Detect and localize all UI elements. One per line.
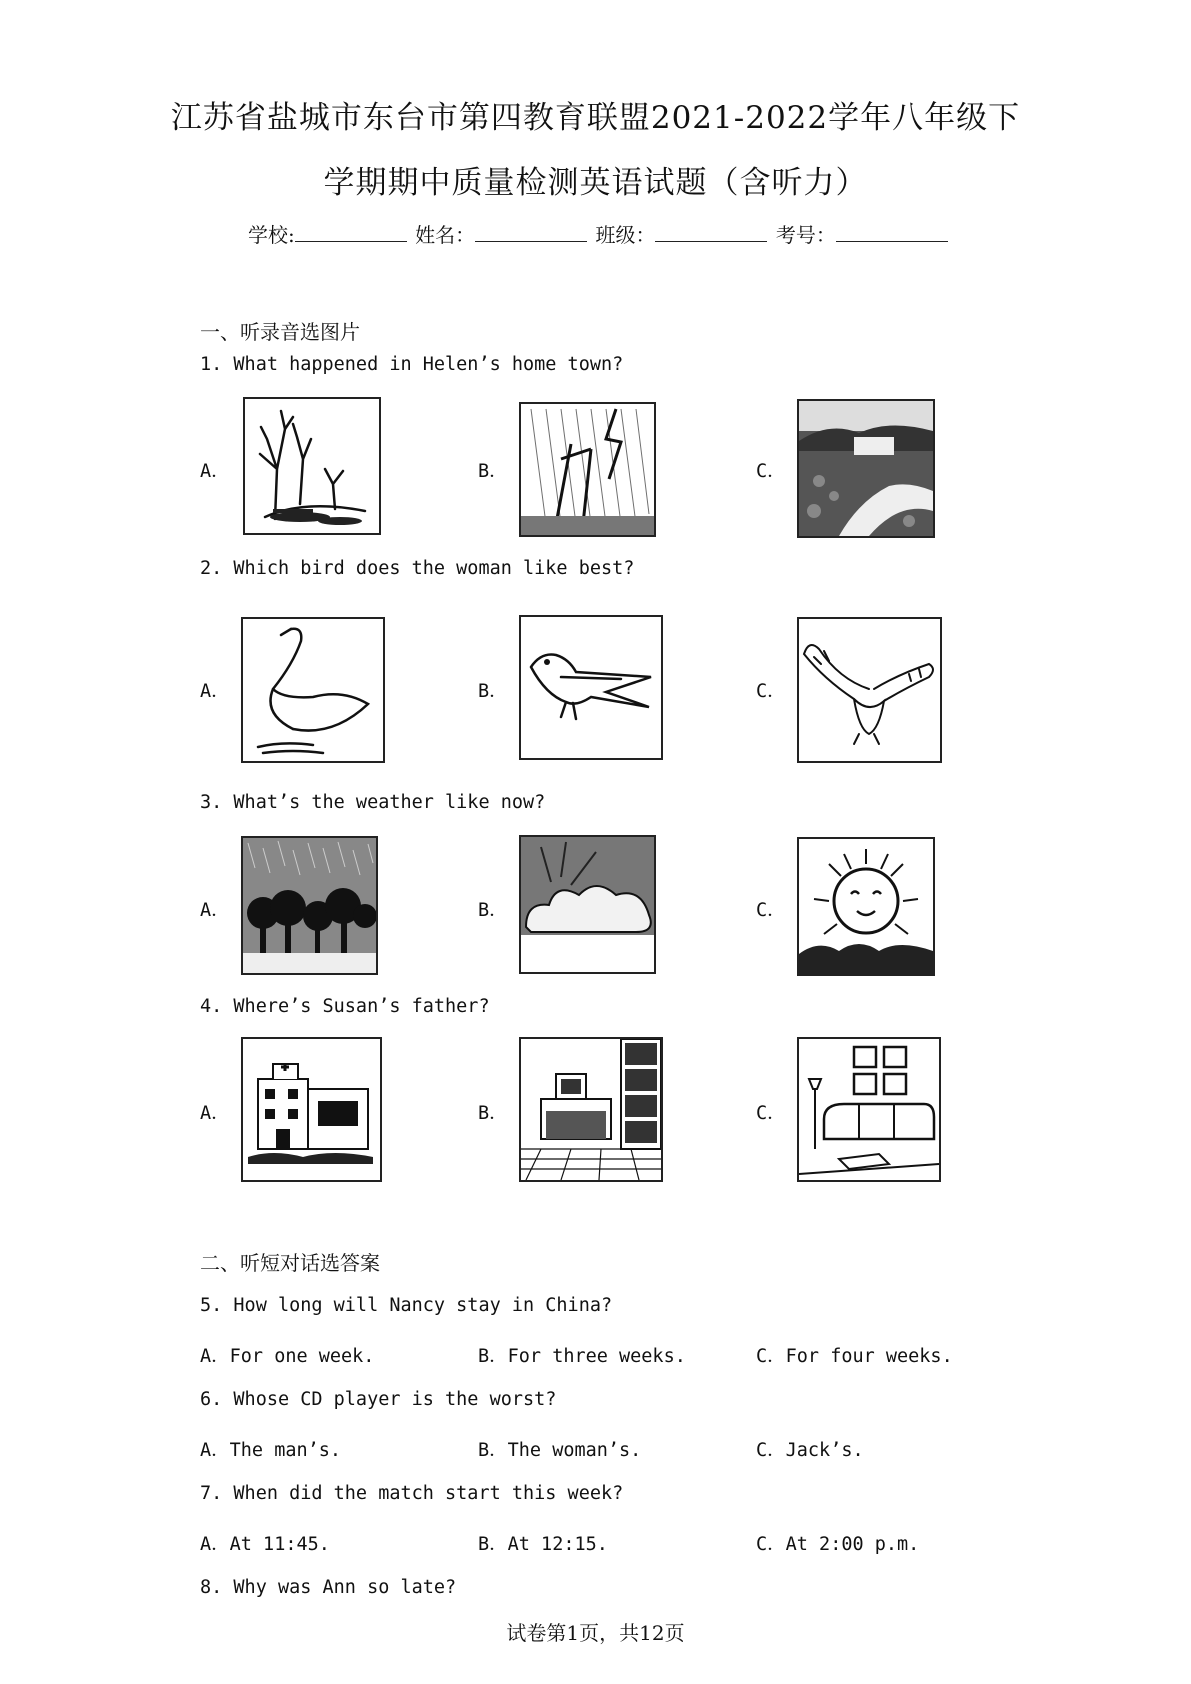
q1-picture-b-storm[interactable] <box>519 402 656 537</box>
q2-picture-b-swallow[interactable] <box>519 615 663 760</box>
question-5: 5. How long will Nancy stay in China? <box>200 1295 613 1316</box>
q1-picture-c-flood[interactable] <box>797 399 935 538</box>
name-label: 姓名： <box>415 223 476 247</box>
q1-picture-a-bare-trees[interactable] <box>243 397 381 535</box>
q3-option-b-label[interactable]: B． <box>478 900 508 921</box>
q2-picture-c-eagle[interactable] <box>797 617 942 763</box>
class-blank[interactable] <box>655 223 767 242</box>
q4-option-b-label[interactable]: B． <box>478 1103 508 1124</box>
q3-picture-c-sunny[interactable] <box>797 837 935 976</box>
q4-option-c-label[interactable]: C． <box>756 1103 786 1124</box>
q2-picture-a-swan[interactable] <box>241 617 385 763</box>
school-label: 学校: <box>248 223 295 247</box>
q1-option-a-label[interactable]: A． <box>200 461 230 482</box>
q2-option-c-label[interactable]: C． <box>756 681 786 702</box>
q2-option-b-label[interactable]: B． <box>478 681 508 702</box>
question-8: 8. Why was Ann so late? <box>200 1577 457 1598</box>
exam-title-line2: 学期期中质量检测英语试题（含听力） <box>323 165 868 201</box>
section2-heading: 二、听短对话选答案 <box>200 1251 380 1275</box>
q5-option-a[interactable]: A．For one week. <box>200 1346 375 1367</box>
question-2: 2. Which bird does the woman like best? <box>200 558 635 579</box>
q6-option-c[interactable]: C．Jack’s. <box>756 1440 864 1461</box>
question-1: 1. What happened in Helen’s home town? <box>200 354 624 375</box>
q2-option-a-label[interactable]: A． <box>200 681 230 702</box>
exam-title-line1: 江苏省盐城市东台市第四教育联盟2021-2022学年八年级下 <box>170 100 1021 136</box>
exam-number-blank[interactable] <box>836 223 948 242</box>
q3-option-c-label[interactable]: C． <box>756 900 786 921</box>
question-3: 3. What’s the weather like now? <box>200 792 546 813</box>
q4-option-a-label[interactable]: A． <box>200 1103 230 1124</box>
q1-option-c-label[interactable]: C． <box>756 461 786 482</box>
q3-picture-b-cloudy[interactable] <box>519 835 656 974</box>
q5-option-c[interactable]: C．For four weeks. <box>756 1346 953 1367</box>
page-footer: 试卷第1页，共12页 <box>506 1621 685 1645</box>
section1-heading: 一、听录音选图片 <box>200 320 360 344</box>
question-7: 7. When did the match start this week? <box>200 1483 624 1504</box>
question-4: 4. Where’s Susan’s father? <box>200 996 490 1017</box>
class-label: 班级： <box>595 223 656 247</box>
q4-picture-c-living-room[interactable] <box>797 1037 941 1182</box>
q4-picture-b-study[interactable] <box>519 1037 663 1182</box>
q3-picture-a-rain[interactable] <box>241 836 378 975</box>
q4-picture-a-hospital[interactable] <box>241 1037 382 1182</box>
q6-option-b[interactable]: B．The woman’s. <box>478 1440 642 1461</box>
student-info-line <box>248 219 950 248</box>
q6-option-a[interactable]: A．The man’s. <box>200 1440 342 1461</box>
q1-option-b-label[interactable]: B． <box>478 461 508 482</box>
exam-number-label: 考号： <box>775 223 836 247</box>
school-blank[interactable] <box>295 223 407 242</box>
q3-option-a-label[interactable]: A． <box>200 900 230 921</box>
name-blank[interactable] <box>475 223 587 242</box>
q7-option-c[interactable]: C．At 2:00 p.m. <box>756 1534 920 1555</box>
q7-option-a[interactable]: A．At 11:45. <box>200 1534 330 1555</box>
q5-option-b[interactable]: B．For three weeks. <box>478 1346 686 1367</box>
question-6: 6. Whose CD player is the worst? <box>200 1389 557 1410</box>
q7-option-b[interactable]: B．At 12:15. <box>478 1534 608 1555</box>
